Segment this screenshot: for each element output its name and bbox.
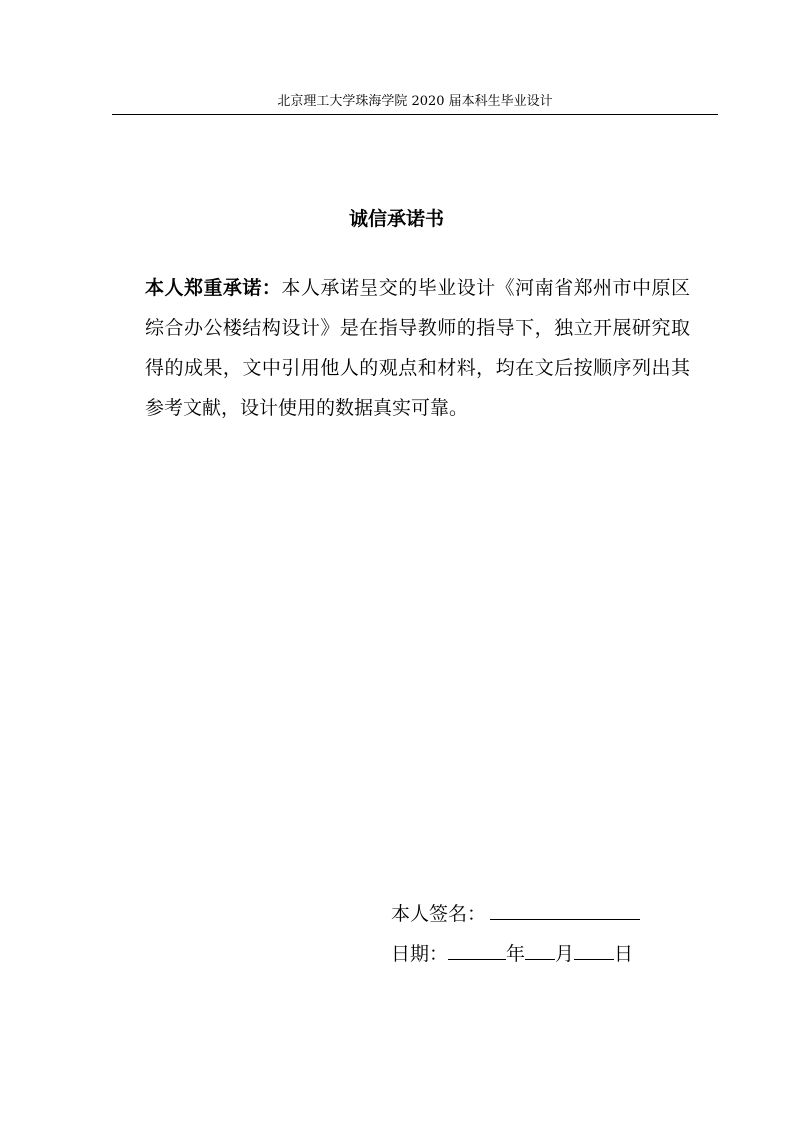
declaration-body: 本人承诺呈交的毕业设计《河南省郑州市中原区综合办公楼结构设计》是在指导教师的指导下，独立开展研究取得的成果，文中引用他人的观点和材料，均在文后按顺序列出其参考文献，设计使用的数据真实可靠。 xyxy=(145,277,690,419)
signature-name-label: 本人签名： xyxy=(391,903,487,925)
date-label: 日期： xyxy=(391,943,449,965)
day-label: 日 xyxy=(614,943,634,965)
document-title: 诚信承诺书 xyxy=(348,208,444,230)
declaration-lead: 本人郑重承诺： xyxy=(145,277,282,299)
signature-name-row xyxy=(391,893,640,933)
month-label: 月 xyxy=(555,943,575,965)
year-blank xyxy=(448,933,506,960)
signature-name-blank xyxy=(490,893,640,920)
signature-block xyxy=(391,893,640,973)
declaration-paragraph xyxy=(145,268,690,428)
year-label: 年 xyxy=(506,943,526,965)
month-blank xyxy=(525,933,555,960)
day-blank xyxy=(574,933,614,960)
signature-date-row xyxy=(391,933,640,973)
page-header xyxy=(112,92,718,115)
header-text: 北京理工大学珠海学院 2020 届本科生毕业设计 xyxy=(277,94,553,109)
